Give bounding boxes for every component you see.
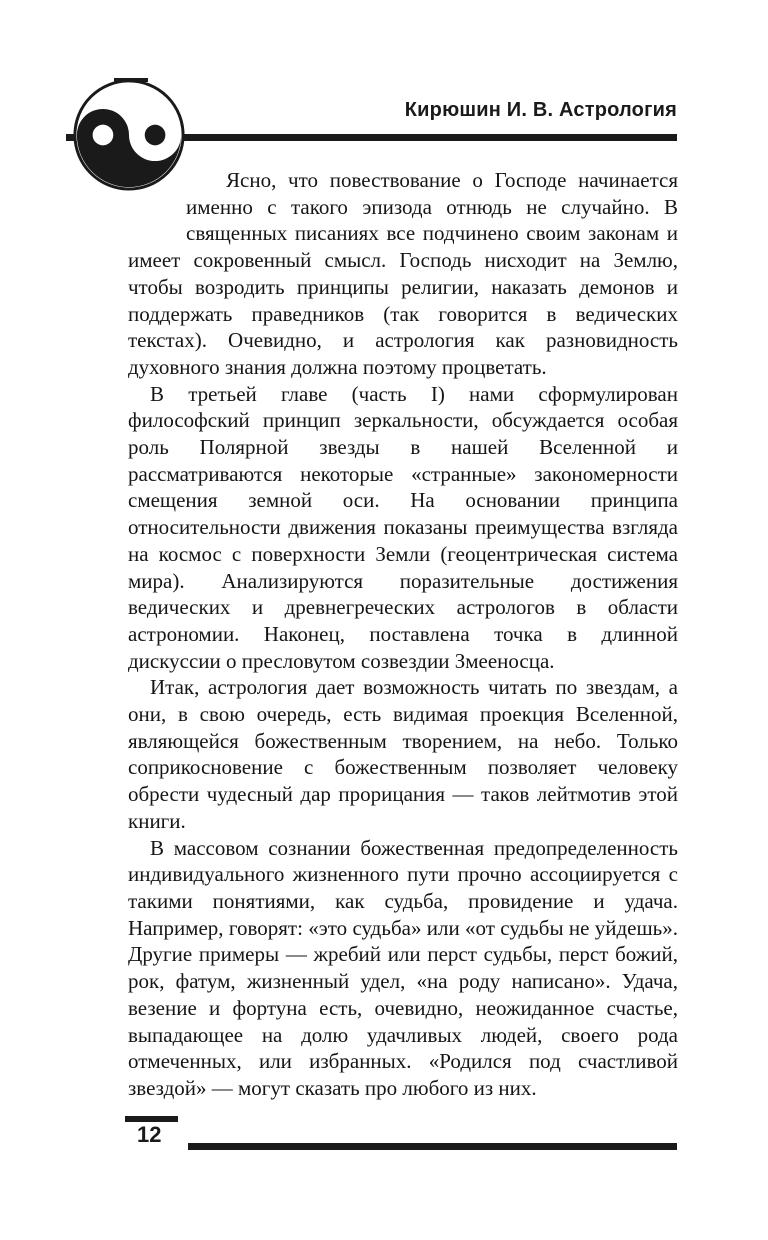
logo-top-tick [114,78,148,82]
running-head-title: Кирюшин И. В. Астрология [404,99,677,121]
paragraph: Ясно, что повествование о Господе начинается именно с такого эпизода отнюдь не случайно. В священных писаниях все подчинено своим законам и имеет сокровенный смысл. Господь нисходит на Землю, чтобы возродить принципы религии, наказать демонов и поддержать праведников (так говорится в ведических текстах). Очевидно, и астрология как разновидность духовного знания должна поэтому процветать. [128,168,678,379]
footer-rule [188,1143,677,1150]
yin-yang-icon [70,76,188,194]
paragraph: В массовом сознании божественная предопределенность индивидуального жизненного пути прочно ассоциируется с такими понятиями, как судьба, провидение и удача. Например, говорят: «это судьба» или «от судьбы не уйдешь». Другие примеры — жребий или перст судьбы, перст божий, рок, фатум, жизненный удел, «на роду написано». Удача, везение и фортуна есть, очевидно, неожиданное счастье, выпадающее на долю удачливых людей, своего рода отмеченных, или избранных. «Родился под счастливой звездой» — могут сказать про любого из них. [128,835,678,1100]
paragraph: Итак, астрология дает возможность читать по звездам, а они, в свою очередь, есть видимая проекция Вселенной, являющейся божественным творением, на небо. Только соприкосновение с божественным позволяет человеку обрести чудесный дар прорицания — таков лейтмотив этой книги. [128,675,678,833]
page-body-text [128,167,678,1102]
paragraph: В третьей главе (часть I) нами сформулирован философский принцип зеркальности, обсуждается особая роль Полярной звезды в нашей Вселенной и рассматриваются некоторые «странные» закономерности смещения земной оси. На основании принципа относительности движения показаны преимущества взгляда на космос с поверхности Земли (геоцентрическая система мира). Анализируются поразительные достижения ведических и древнегреческих астрологов в области астрономии. Наконец, поставлена точка в длинной дискуссии о пресловутом созвездии Змееносца. [128,381,678,673]
page-number: 12 [137,1122,162,1147]
